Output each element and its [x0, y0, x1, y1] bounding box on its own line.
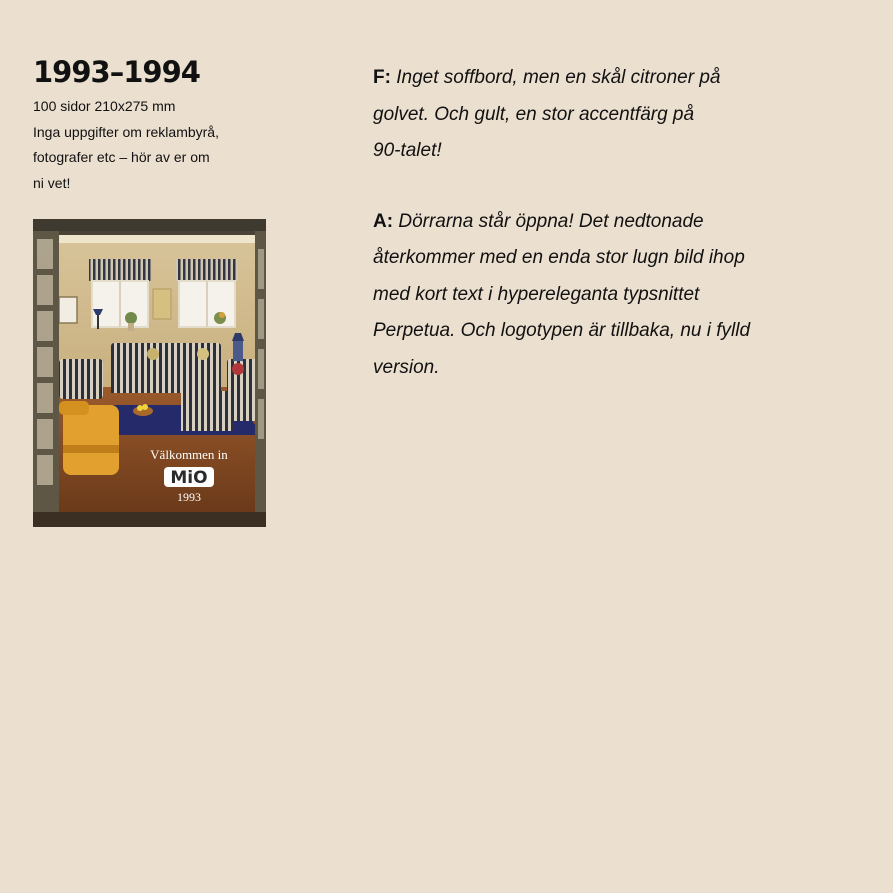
- cover-year: 1993: [177, 490, 201, 504]
- front-comment-text1: Inget soffbord, men en skål citroner på: [396, 67, 721, 88]
- back-comment-line3: med kort text i hypereleganta typsnittet: [373, 283, 700, 305]
- commentary: [373, 60, 843, 420]
- catalog-credits-note-line3: ni vet!: [33, 174, 71, 191]
- front-comment-line3: 90-talet!: [373, 140, 442, 161]
- catalog-credits-note-line1: Inga uppgifter om reklambyrå,: [33, 123, 219, 140]
- front-comment-line1: [373, 60, 843, 97]
- front-cover-comment: [373, 60, 843, 170]
- front-cover-label: F:: [373, 67, 391, 88]
- back-cover-comment: [373, 204, 843, 387]
- catalog-cover-image: [33, 219, 266, 527]
- back-comment-line4: Perpetua. Och logotypen är tillbaka, nu i fylld: [373, 320, 751, 341]
- catalog-format: 100 sidor 210x275 mm: [33, 98, 176, 114]
- page-title: 1993–1994: [33, 55, 200, 89]
- back-comment-line1: [373, 204, 843, 241]
- front-comment-line2: golvet. Och gult, en stor accentfärg på: [373, 103, 695, 125]
- back-comment-line5: version.: [373, 356, 440, 378]
- cover-logo: MiO: [170, 468, 208, 488]
- catalog-details: [33, 94, 273, 196]
- back-cover-label: A:: [373, 210, 394, 232]
- catalog-credits-note-line2: fotografer etc – hör av er om: [33, 149, 210, 165]
- cover-greeting: Välkommen in: [150, 447, 228, 462]
- back-comment-line2: återkommer med en enda stor lugn bild ihop: [373, 247, 745, 268]
- back-comment-text1: Dörrarna står öppna! Det nedtonade: [398, 210, 704, 232]
